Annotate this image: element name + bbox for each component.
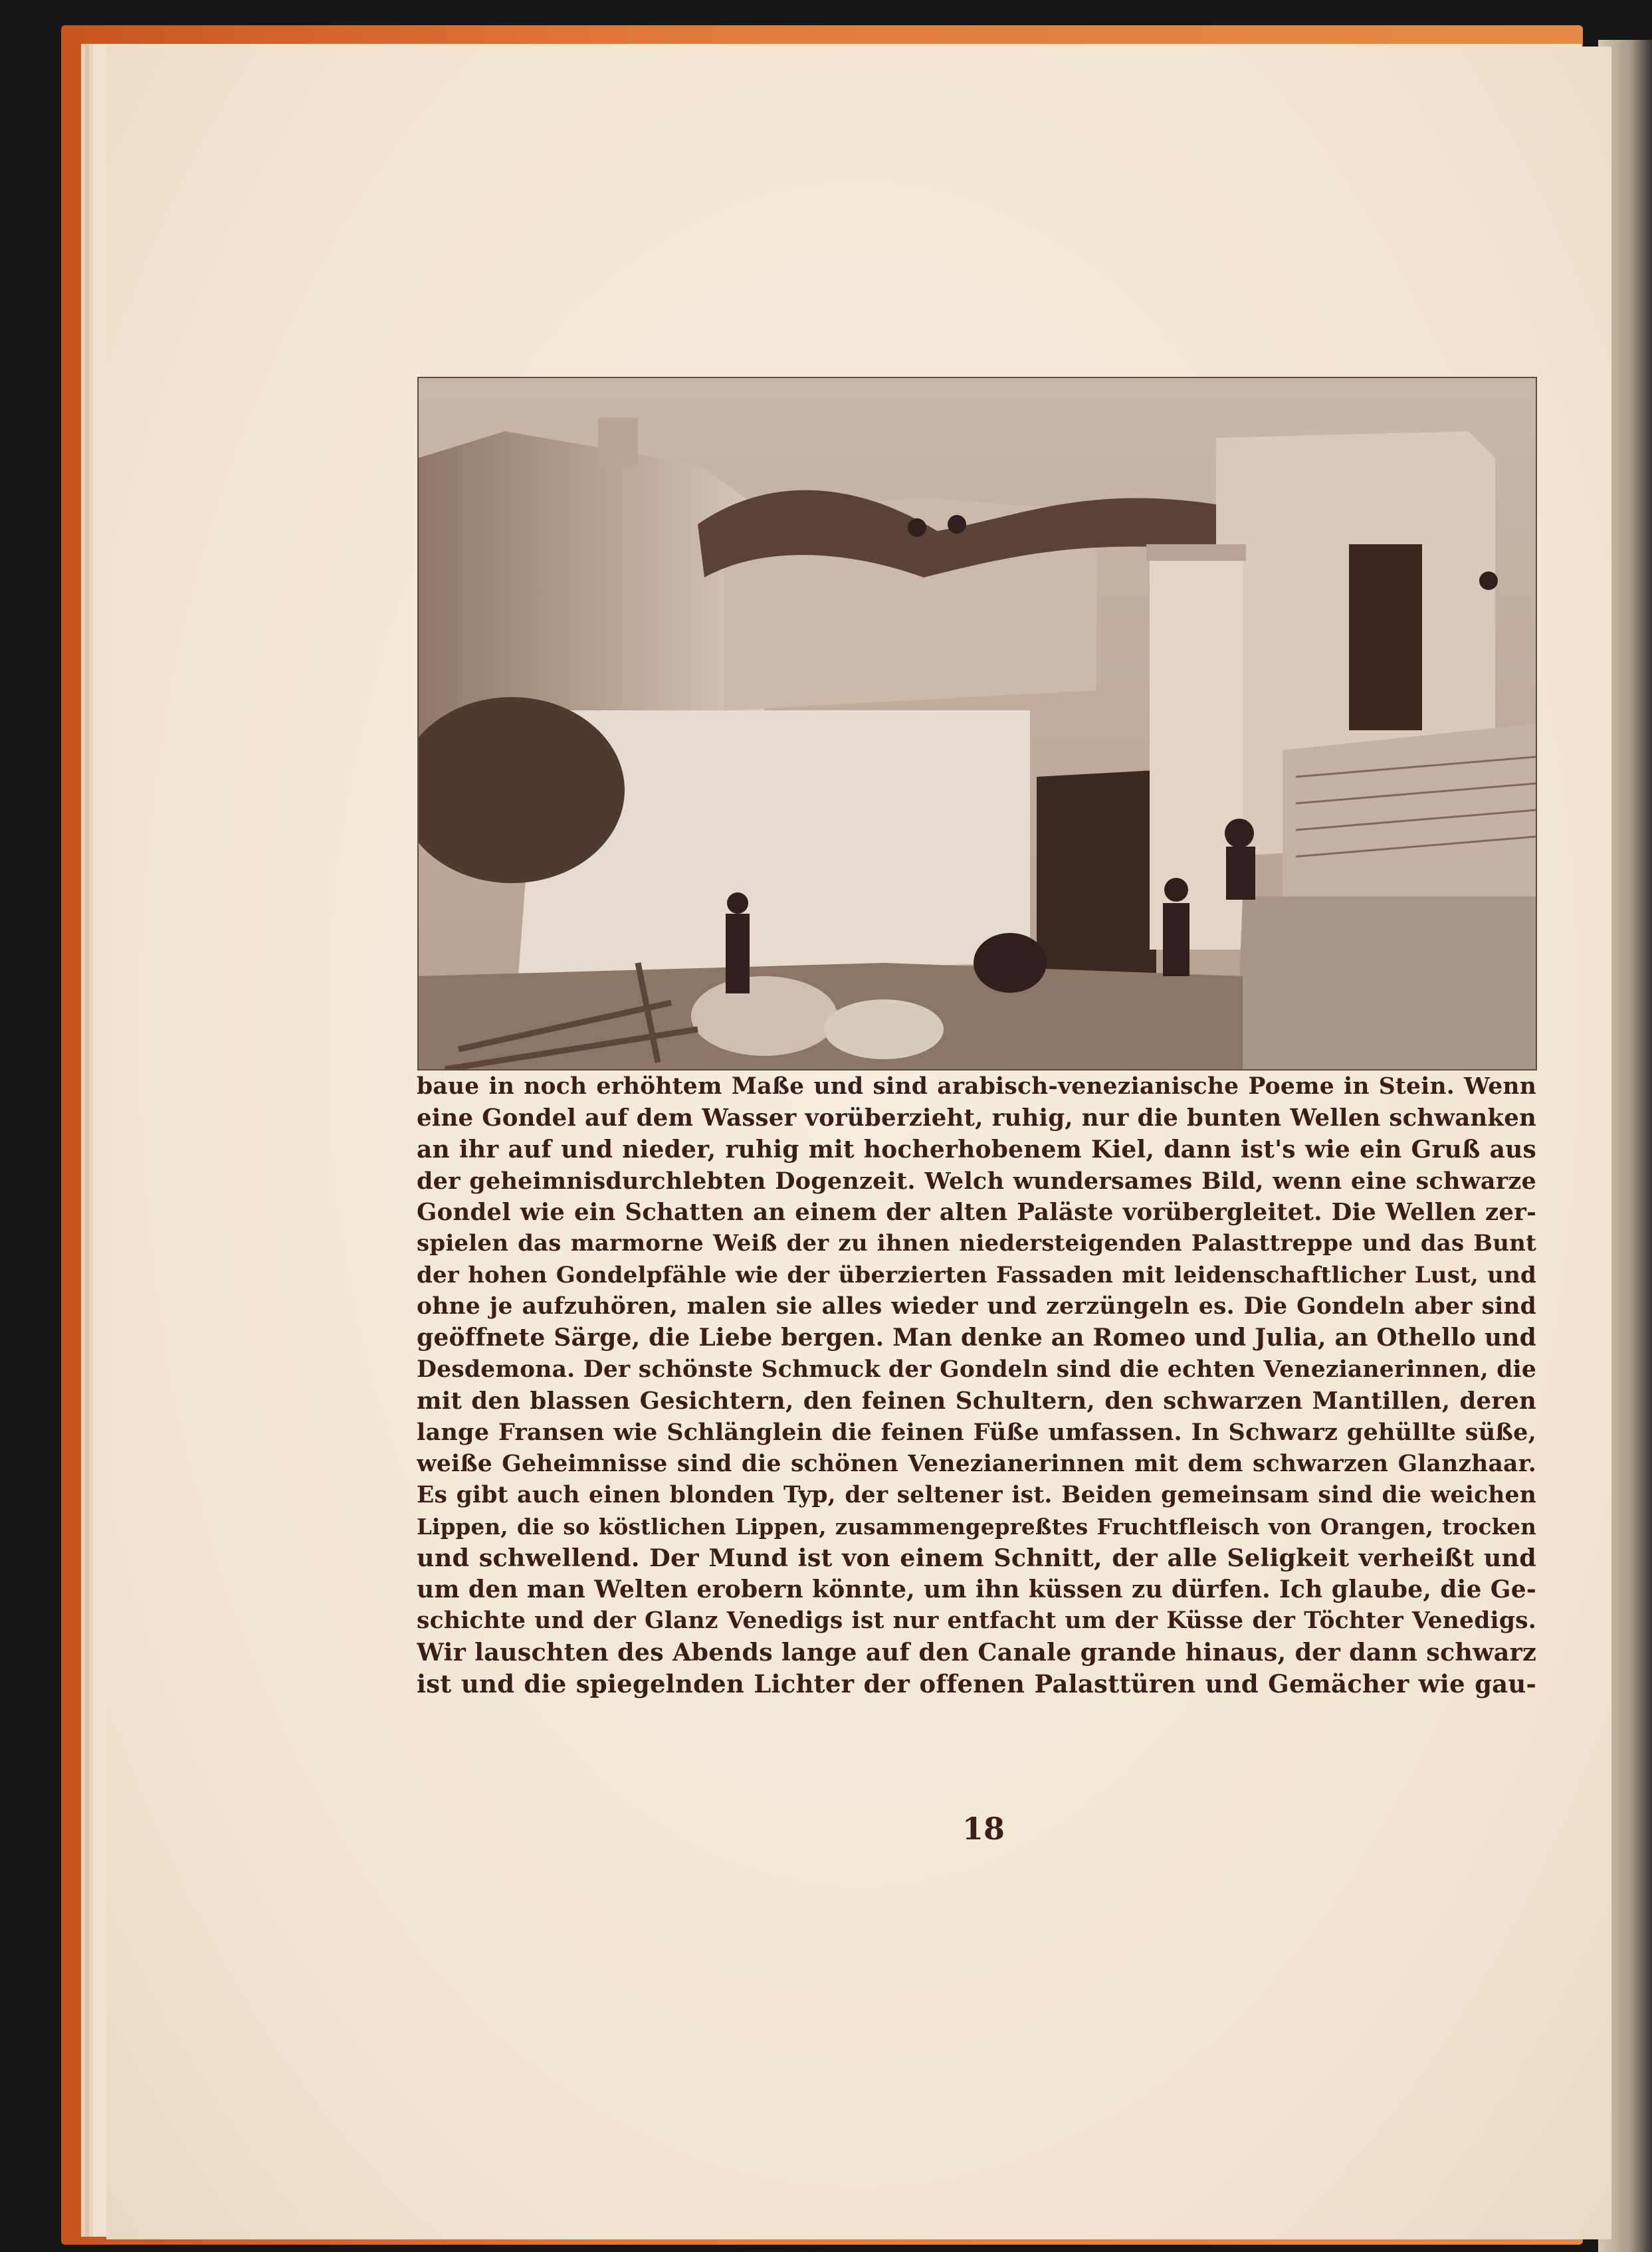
text-line: weiße Geheimnisse sind die schönen Venezianerinnen mit dem schwarzen Glanzhaar. — [417, 1450, 1536, 1477]
text-line: der geheimnisdurchlebten Dogenzeit. Welch wundersames Bild, wenn eine schwarze — [417, 1167, 1536, 1195]
text-line: lange Fransen wie Schlänglein die feinen Füße umfassen. In Schwarz gehüllte süße, — [417, 1419, 1536, 1447]
photograph-village-houses — [417, 377, 1537, 1071]
text-line: ohne je aufzuhören, malen sie alles wieder und zerzüngeln es. Die Gondeln aber sind — [417, 1293, 1536, 1320]
text-line: Lippen, die so köstlichen Lippen, zusammengepreßtes Fruchtfleisch von Orangen, trocken — [417, 1514, 1536, 1540]
text-line: Desdemona. Der schönste Schmuck der Gondeln sind die echten Venezianerinnen, die — [417, 1356, 1536, 1383]
text-line: und schwellend. Der Mund ist von einem Schnitt, der alle Seligkeit verheißt und — [417, 1544, 1536, 1573]
page-number: 18 — [962, 1811, 1005, 1847]
text-line: spielen das marmorne Weiß der zu ihnen niedersteigenden Palasttreppe und das Bunt — [417, 1230, 1536, 1257]
text-line: Wir lauschten des Abends lange auf den Canale grande hinaus, der dann schwarz — [417, 1638, 1536, 1667]
text-line: ist und die spiegelnden Lichter der offenen Palasttüren und Gemächer wie gau- — [417, 1669, 1536, 1698]
text-line: Es gibt auch einen blonden Typ, der seltener ist. Beiden gemeinsam sind die weichen — [417, 1481, 1536, 1508]
text-line: mit den blassen Gesichtern, den feinen Schultern, den schwarzen Mantillen, deren — [417, 1387, 1536, 1415]
text-line: um den man Welten erobern könnte, um ihn küssen zu dürfen. Ich glaube, die Ge- — [417, 1575, 1536, 1603]
text-line: baue in noch erhöhtem Maße und sind arabisch-venezianische Poeme in Stein. Wenn — [417, 1073, 1536, 1100]
text-line: Gondel wie ein Schatten an einem der alten Paläste vorübergleitet. Die Wellen zer- — [417, 1199, 1536, 1227]
text-line: an ihr auf und nieder, ruhig mit hocherhobenem Kiel, dann ist's wie ein Gruß aus — [417, 1135, 1536, 1164]
text-line: schichte und der Glanz Venedigs ist nur entfacht um der Küsse der Töchter Venedigs. — [417, 1607, 1536, 1635]
text-line: der hohen Gondelpfähle wie der überzierten Fassaden mit leidenschaftlicher Lust, und — [417, 1261, 1536, 1288]
body-text — [417, 1071, 1536, 1700]
text-line: geöffnete Särge, die Liebe bergen. Man denke an Romeo und Julia, an Othello und — [417, 1324, 1536, 1352]
text-line: eine Gondel auf dem Wasser vorüberzieht, ruhig, nur die bunten Wellen schwanken — [417, 1104, 1536, 1132]
